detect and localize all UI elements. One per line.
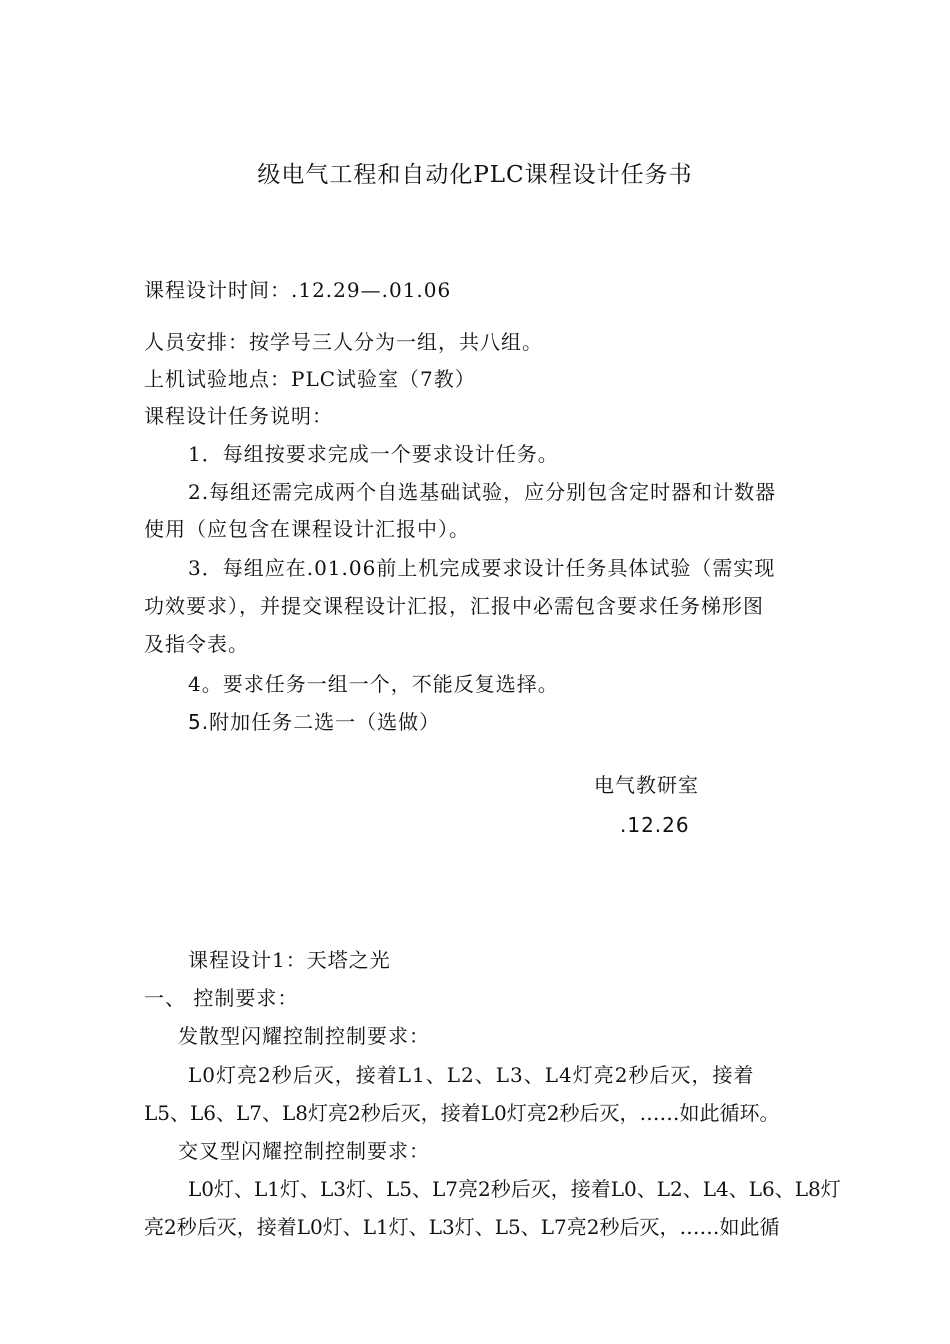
signature-office: 电气教研室 bbox=[594, 773, 699, 797]
task-item-3-line-1: 3．每组应在.01.06前上机完成要求设计任务具体试验（需实现 bbox=[188, 556, 776, 580]
task-description-heading: 课程设计任务说明： bbox=[144, 404, 333, 428]
staffing-arrangement: 人员安排：按学号三人分为一组，共八组。 bbox=[144, 330, 543, 354]
control-requirements-heading: 一、 控制要求： bbox=[144, 986, 299, 1010]
task-item-5: 5.附加任务二选一（选做） bbox=[188, 710, 441, 734]
design-1-heading: 课程设计1：天塔之光 bbox=[188, 948, 391, 972]
task-item-2-line-1: 2.每组还需完成两个自选基础试验，应分别包含定时器和计数器 bbox=[188, 480, 777, 504]
cross-flash-line-2: 亮2秒后灭，接着L0灯、L1灯、L3灯、L5、L7亮2秒后灭，……如此循 bbox=[144, 1215, 780, 1239]
task-item-2-line-2: 使用（应包含在课程设计汇报中）。 bbox=[144, 517, 470, 541]
signature-date: .12.26 bbox=[620, 813, 690, 837]
lab-location: 上机试验地点：PLC试验室（7教） bbox=[144, 367, 476, 391]
divergent-flash-line-2: L5、L6、L7、L8灯亮2秒后灭，接着L0灯亮2秒后灭，……如此循环。 bbox=[144, 1101, 780, 1125]
divergent-flash-line-1: L0灯亮2秒后灭，接着L1、L2、L3、L4灯亮2秒后灭，接着 bbox=[188, 1063, 755, 1087]
cross-flash-heading: 交叉型闪耀控制控制要求： bbox=[178, 1139, 430, 1163]
task-item-3-line-2: 功效要求），并提交课程设计汇报，汇报中必需包含要求任务梯形图 bbox=[144, 594, 764, 618]
course-time: 课程设计时间：.12.29—.01.06 bbox=[144, 278, 452, 302]
task-item-4: 4。要求任务一组一个，不能反复选择。 bbox=[188, 672, 559, 696]
cross-flash-line-1: L0灯、L1灯、L3灯、L5、L7亮2秒后灭，接着L0、L2、L4、L6、L8灯 bbox=[188, 1177, 841, 1201]
task-item-1: 1．每组按要求完成一个要求设计任务。 bbox=[188, 442, 559, 466]
document-title: 级电气工程和自动化PLC课程设计任务书 bbox=[257, 162, 693, 188]
task-item-3-line-3: 及指令表。 bbox=[144, 632, 249, 656]
divergent-flash-heading: 发散型闪耀控制控制要求： bbox=[178, 1024, 430, 1048]
